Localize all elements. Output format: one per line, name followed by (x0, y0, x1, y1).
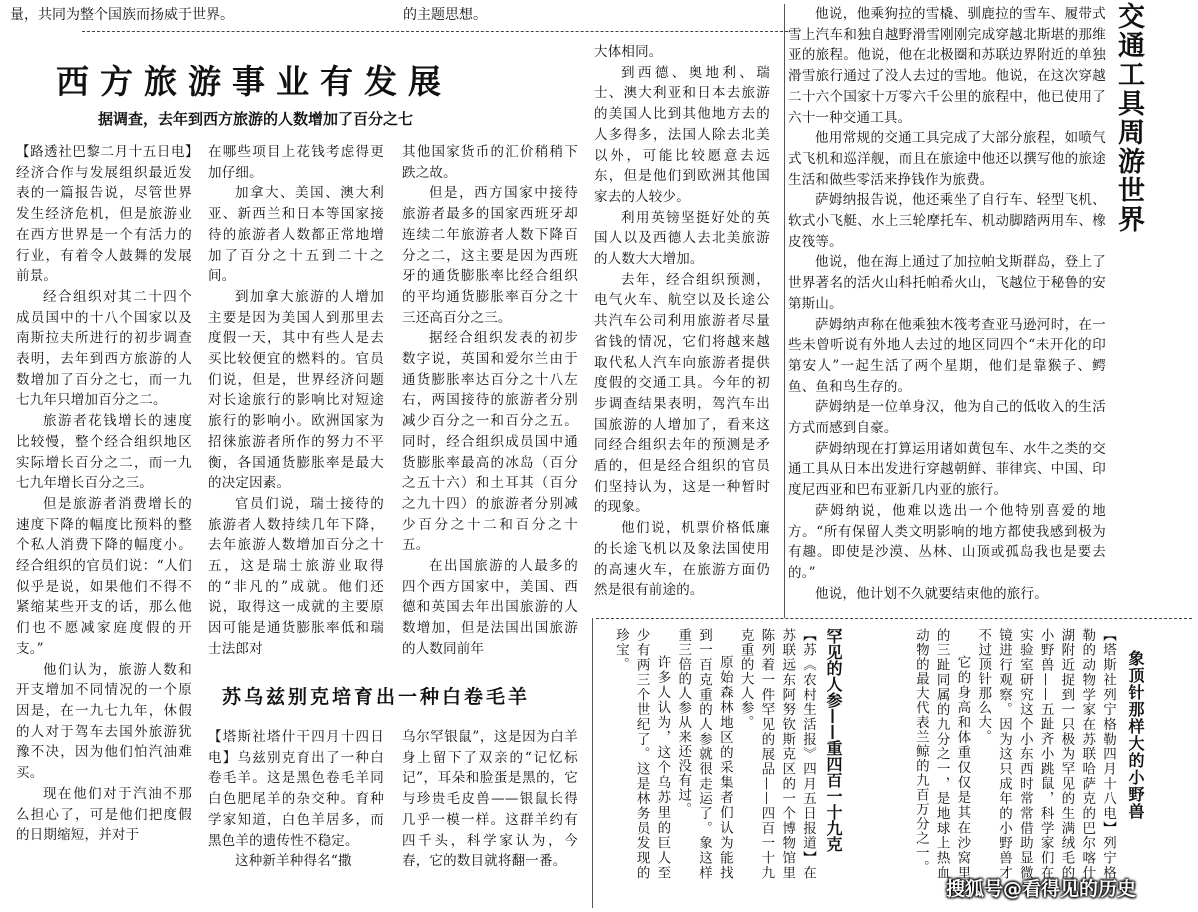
paragraph: 在出国旅游的人最多的四个西方国家中，美国、西德和英国去年出国旅游的人数增加，但是法国出国旅游的人数同前年 (402, 558, 578, 657)
article3-body (788, 4, 1106, 604)
article4-body (850, 628, 1118, 880)
top-line-left: 量，共同为整个国族而扬威于世界。 (10, 7, 234, 23)
article2-headline: 苏乌兹别克培育出一种白卷毛羊 (222, 686, 531, 708)
paragraph: 【塔斯社列宁格勒四月十八电】列宁格勒的动物学家在苏联哈萨克的巴尔喀什湖附近捉到一只极为罕见的生满绒毛的小野兽——五趾齐小跳鼠，科学家们在实验室研究这个小东西时常常借助显微镜进行观察。因为这只成年的小野兽才不过顶针那么大。 (975, 628, 1116, 880)
paragraph: 【塔斯社塔什干四月十四日电】乌兹别克育出了一种白卷毛羊。这是黑色卷毛羊同白色肥尾羊的杂交种。育种学家知道，白色羊居多，而黑色羊的遗传性不稳定。 (208, 729, 384, 849)
watermark: 搜狐号@看得见的历史 (946, 878, 1137, 900)
article4-headline: 象顶针那样大的小野兽 (1126, 650, 1145, 820)
paragraph: 利用英镑坚挺好处的英国人以及西德人去北美旅游的人数大大增加。 (594, 209, 770, 268)
paragraph: 经合组织对其二十四个成员国中的十八个国家以及南斯拉夫所进行的初步调查表明，去年到西方旅游的人数增加了百分之七，而一九七九年只增加百分之二。 (16, 288, 192, 409)
paragraph: 在哪些项目上花钱考虑得更加仔细。 (208, 144, 384, 181)
paragraph: 【苏《农村生活报》四月五日报道】在苏联远东阿努钦斯克区的一个博物馆里陈列着一件罕见的展品——四百一十九克重的大人参。 (737, 628, 816, 880)
paragraph: 他们说，机票价格低廉的长途飞机以及象法国使用的高速火车，在旅游方面仍然是很有前途的。 (594, 520, 770, 599)
paragraph: 大体相同。 (594, 44, 663, 60)
paragraph: 但是旅游者消费增长的速度下降的幅度比预料的整个私人消费下降的幅度小。经合组织的官员们说：“人们似乎是说，如果他们不得不紧缩某些开支的话，那么他们也不愿减家庭度假的开支。” (16, 495, 192, 657)
article1-column-1 (16, 142, 192, 846)
paragraph: 加拿大、美国、澳大利亚、新西兰和日本等国家接待的旅游者人数都正常地增加了百分之十五到二十之间。 (208, 185, 384, 285)
article2-column-1 (208, 727, 384, 872)
paragraph: 官员们说，瑞士接待的旅游者人数持续几年下降，去年旅游人数增加百分之十五，这是瑞士旅游业取得的“非凡的”成就。他们还说，取得这一成就的主要原因可能是通货膨胀率低和瑞士法郎对 (208, 495, 384, 657)
paragraph: 原始森林地区的采集者们认为能找到一百克重的人参就很走运了。象这样重三倍的人参从来还没有过。 (675, 628, 733, 880)
paragraph: 【路透社巴黎二月十五日电】经济合作与发展组织最近发表的一篇报告说，尽管世界发生经济危机，但是旅游业在西方世界是一个有活力的行业，有着令人鼓舞的发展前景。 (16, 144, 192, 285)
top-line-middle: 的主题思想。 (403, 7, 487, 23)
article3-headline: 交通工具周游世界 (1113, 2, 1144, 234)
paragraph: 萨姆纳现在打算运用诸如黄包车、水牛之类的交通工具从日本出发进行穿越朝鲜、菲律宾、中国、印度尼西亚和巴布亚新几内亚的旅行。 (788, 440, 1106, 499)
paragraph: 萨姆纳说，他难以选出一个他特别喜爱的地方。“所有保留人类文明影响的地方都使我感到极为有趣。即使是沙漠、丛林、山顶或孤岛我也是要去的。” (788, 502, 1106, 581)
paragraph: 他说，他计划不久就要结束他的旅行。 (815, 585, 1048, 602)
divider-vertical (784, 4, 785, 618)
paragraph: 他说，他在海上通过了加拉帕戈斯群岛，登上了世界著名的活火山科托帕希火山，飞越位于秘鲁的安第斯山。 (788, 254, 1106, 312)
paragraph: 到西德、奥地利、瑞士、澳大利亚和日本去旅游的美国人比到其他地方去的人多得多，法国人除去北美以外，可能比较愿意去远东，但是他们到欧洲其他国家去的人较少。 (594, 64, 770, 205)
divider-vertical-lower (592, 618, 593, 908)
paragraph: 到加拿大旅游的人增加主要是因为美国人到那里去度假一天，其中有些人是去买比较便宜的燃料的。官员们说，但是，世界经济问题对长途旅行的影响比对短途旅行的影响小。欧洲国家为招徕旅游者所作的努力不平衡，各国通货膨胀率是最大的决定因素。 (208, 288, 384, 492)
article1-column-2 (208, 142, 384, 660)
article1-subheadline: 据调查，去年到西方旅游的人数增加了百分之七 (98, 110, 414, 128)
paragraph: 乌尔罕银鼠”，这是因为白羊身上留下了双亲的“记忆标记”，耳朵和脸蛋是黑的，它与珍贵毛皮兽——银鼠长得几乎一模一样。这群羊约有四千头，科学家认为，今春，它的数目就将翻一番。 (402, 729, 578, 870)
article1-column-4 (594, 42, 770, 601)
paragraph: 许多人认为，这个乌苏里的巨人至少有两三个世纪了。这是林务员发现的珍宝。 (612, 628, 671, 880)
paragraph: 旅游者花钱增长的速度比较慢，整个经合组织地区实际增长百分之二，而一九七九年增长百分之三。 (16, 413, 192, 492)
paragraph: 他说，他乘狗拉的雪橇、驯鹿拉的雪车、履带式雪上汽车和独自越野滑雪刚刚完成穿越北斯堪的那维亚的旅程。他说，他在北极圈和苏联边界附近的单独滑雪旅行通过了没人去过的雪地。他说，在这次穿越二十六个国家十万零六千公里的旅程中，他已使用了六十一种交通工具。 (788, 6, 1106, 126)
article5-headline: 罕见的人参——重四百一十九克 (824, 628, 843, 852)
article1-column-3 (402, 142, 578, 660)
article2-column-2 (402, 727, 578, 872)
article1-headline: 西方旅游事业有发展 (56, 62, 452, 101)
paragraph: 萨姆纳报告说，他还乘坐了自行车、轻型飞机、软式小飞艇、水上三轮摩托车、机动脚踏两用车、橡皮筏等。 (788, 192, 1106, 250)
paragraph: 去年，经合组织预测，电气火车、航空以及长途公共汽车公司利用旅游者尽量省钱的情况，它们将越来越取代私人汽车向旅游者提供度假的交通工具。今年的初步调查结果表明，驾汽车出国旅游的人增加了，看来这同经合组织去年的预测是矛盾的，但是经合组织的官员们坚持认为，这是一种暂时的现象。 (594, 271, 770, 516)
paragraph: 他们认为，旅游人数和开支增加不同情况的一个原因是，在一九七九年，休假的人对于驾车去国外旅游犹豫不决，因为他们怕汽油难买。 (16, 661, 192, 782)
paragraph: 这种新羊种得名“撒 (235, 853, 352, 870)
article5-body (600, 628, 818, 880)
paragraph: 萨姆纳声称在他乘独木筏考查亚马逊河时，在一些未曾听说有外地人去过的地区同四个“未开化的印第安人”一起生活了两个星期，他们是靠猴子、鳄鱼、鱼和鸟生存的。 (788, 316, 1106, 395)
paragraph: 现在他们对于汽油不那么担心了，可是他们把度假的日期缩短，并对于 (16, 785, 192, 844)
paragraph: 据经合组织发表的初步数字说，英国和爱尔兰由于通货膨胀率达百分之十八左右，两国接待的旅游者分别减少百分之一和百分之五。同时，经合组织成员国中通货膨胀率最高的冰岛（百分之五十六）和土耳其（百分之九十四）的旅游者分别减少百分之十二和百分之十五。 (402, 330, 578, 554)
paragraph: 但是，西方国家中接待旅游者最多的国家西班牙却连续二年旅游者人数下降百分之二，这主要是因为西班牙的通货膨胀率比经合组织的平均通货膨胀率百分之十三还高百分之三。 (402, 185, 578, 326)
paragraph: 萨姆纳是一位单身汉，他为自己的低收入的生活方式而感到自豪。 (788, 399, 1106, 437)
paragraph: 其他国家货币的汇价稍稍下跌之故。 (402, 144, 578, 181)
divider-top (82, 31, 788, 32)
paragraph: 他用常规的交通工具完成了大部分旅程，如喷气式飞机和巡洋舰，而且在旅途中他还以撰写他的旅途生活和做些零活来挣钱作为旅费。 (788, 130, 1106, 188)
paragraph: 它的身高和体重仅仅是其在沙窝里的三趾同属的九分之一，是地球上热血动物的最大代表兰鲸的九百万分之一。 (912, 628, 971, 880)
divider-horizontal-right (596, 618, 1192, 619)
